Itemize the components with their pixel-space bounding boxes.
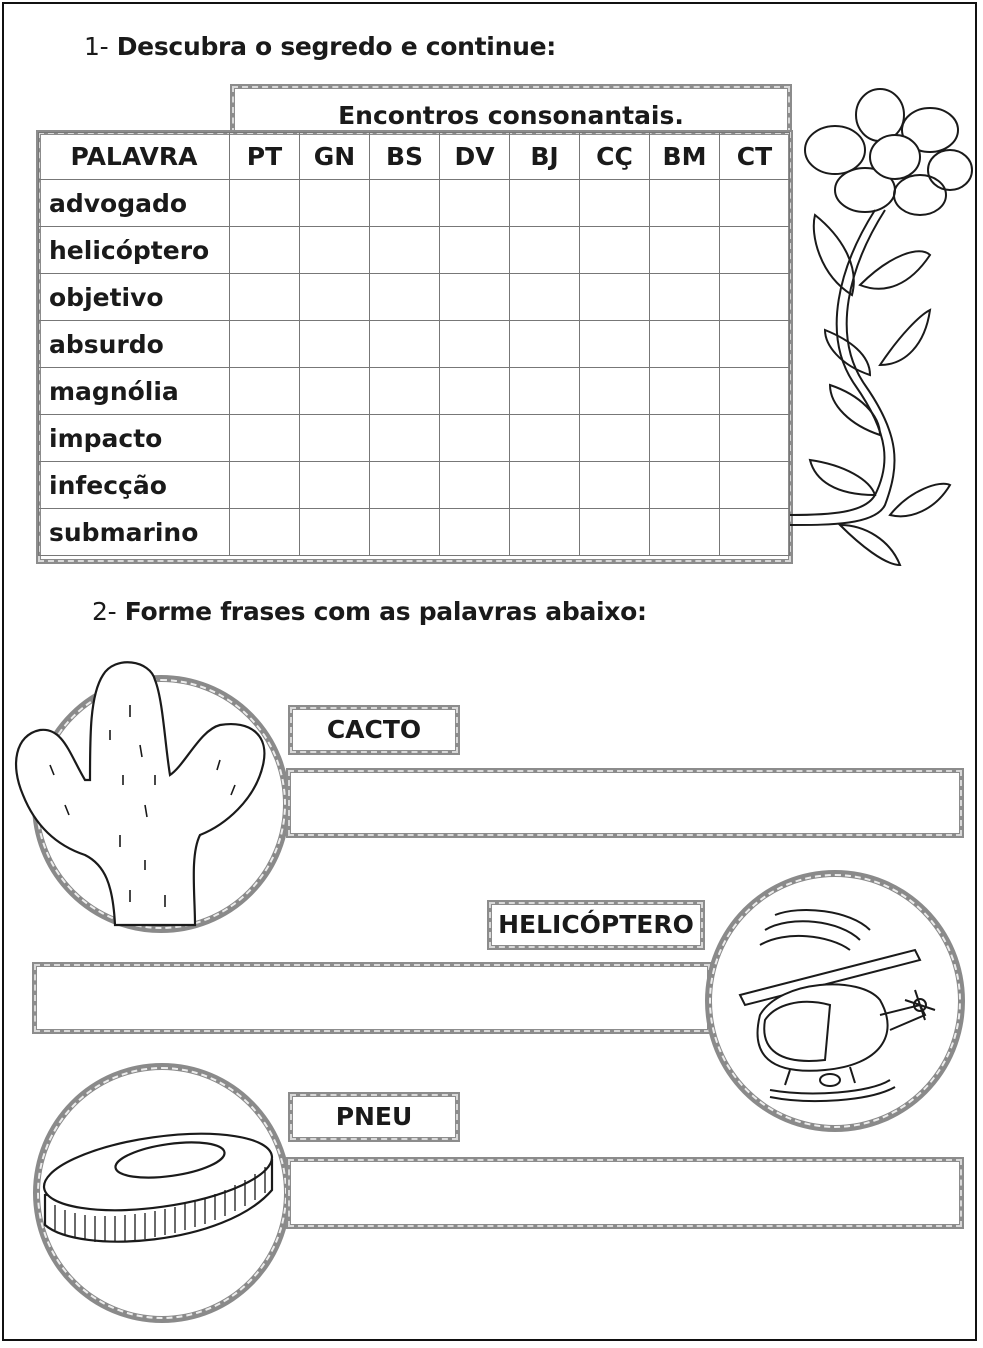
column-header: BJ <box>510 133 580 180</box>
answer-cell[interactable] <box>370 321 440 368</box>
answer-cell[interactable] <box>650 321 720 368</box>
answer-cell[interactable] <box>440 462 510 509</box>
answer-cell[interactable] <box>300 321 370 368</box>
answer-cell[interactable] <box>580 321 650 368</box>
consonant-table <box>38 132 790 556</box>
answer-cell[interactable] <box>370 462 440 509</box>
word-label: HELICÓPTERO <box>498 910 694 939</box>
word-cell: impacto <box>39 415 230 462</box>
word-box-pneu <box>288 1092 460 1142</box>
word-label: PNEU <box>335 1102 413 1131</box>
table-row <box>39 415 790 462</box>
flower-icon <box>790 85 970 575</box>
section2-number: 2- <box>92 597 117 626</box>
answer-cell[interactable] <box>580 368 650 415</box>
answer-cell[interactable] <box>370 415 440 462</box>
answer-cell[interactable] <box>580 415 650 462</box>
sentence-input-pneu[interactable] <box>286 1157 964 1229</box>
answer-cell[interactable] <box>300 180 370 227</box>
answer-cell[interactable] <box>230 368 300 415</box>
table-row <box>39 274 790 321</box>
table-title-box <box>230 84 792 136</box>
column-header: PT <box>230 133 300 180</box>
section1-heading-text: Descubra o segredo e continue: <box>116 32 556 61</box>
column-header: GN <box>300 133 370 180</box>
answer-cell[interactable] <box>720 462 790 509</box>
table-row <box>39 368 790 415</box>
answer-cell[interactable] <box>720 227 790 274</box>
header-palavra: PALAVRA <box>39 133 230 180</box>
column-header: CÇ <box>580 133 650 180</box>
sentence-input-cacto[interactable] <box>286 768 964 838</box>
answer-cell[interactable] <box>300 368 370 415</box>
word-cell: infecção <box>39 462 230 509</box>
answer-cell[interactable] <box>720 321 790 368</box>
answer-cell[interactable] <box>370 274 440 321</box>
section2-heading-text: Forme frases com as palavras abaixo: <box>124 597 647 626</box>
answer-cell[interactable] <box>440 321 510 368</box>
answer-cell[interactable] <box>370 227 440 274</box>
column-header: CT <box>720 133 790 180</box>
answer-cell[interactable] <box>300 415 370 462</box>
answer-cell[interactable] <box>510 321 580 368</box>
answer-cell[interactable] <box>720 274 790 321</box>
word-box-helicoptero <box>487 900 705 950</box>
answer-cell[interactable] <box>580 274 650 321</box>
answer-cell[interactable] <box>510 462 580 509</box>
word-box-cacto <box>288 705 460 755</box>
table-row <box>39 227 790 274</box>
answer-cell[interactable] <box>650 462 720 509</box>
word-cell: submarino <box>39 509 230 556</box>
word-cell: objetivo <box>39 274 230 321</box>
answer-cell[interactable] <box>230 509 300 556</box>
answer-cell[interactable] <box>230 227 300 274</box>
answer-cell[interactable] <box>230 321 300 368</box>
table-title: Encontros consonantais. <box>338 101 684 130</box>
answer-cell[interactable] <box>510 227 580 274</box>
answer-cell[interactable] <box>580 227 650 274</box>
table-row <box>39 180 790 227</box>
helicopter-icon <box>730 905 945 1115</box>
section1-number: 1- <box>84 32 109 61</box>
answer-cell[interactable] <box>370 180 440 227</box>
answer-cell[interactable] <box>580 509 650 556</box>
answer-cell[interactable] <box>440 227 510 274</box>
word-cell: helicóptero <box>39 227 230 274</box>
tire-icon <box>40 1130 280 1260</box>
word-cell: advogado <box>39 180 230 227</box>
column-header: DV <box>440 133 510 180</box>
answer-cell[interactable] <box>230 274 300 321</box>
answer-cell[interactable] <box>650 274 720 321</box>
table-row <box>39 462 790 509</box>
answer-cell[interactable] <box>650 180 720 227</box>
answer-cell[interactable] <box>510 180 580 227</box>
column-header: BS <box>370 133 440 180</box>
answer-cell[interactable] <box>510 509 580 556</box>
answer-cell[interactable] <box>440 415 510 462</box>
answer-cell[interactable] <box>300 462 370 509</box>
column-header: BM <box>650 133 720 180</box>
answer-cell[interactable] <box>720 368 790 415</box>
word-label: CACTO <box>326 715 422 744</box>
answer-cell[interactable] <box>510 415 580 462</box>
answer-cell[interactable] <box>230 462 300 509</box>
answer-cell[interactable] <box>580 462 650 509</box>
cactus-icon <box>5 655 285 930</box>
answer-cell[interactable] <box>230 415 300 462</box>
answer-cell[interactable] <box>650 415 720 462</box>
section1-heading <box>84 32 556 61</box>
answer-cell[interactable] <box>650 227 720 274</box>
answer-cell[interactable] <box>370 509 440 556</box>
answer-cell[interactable] <box>650 509 720 556</box>
answer-cell[interactable] <box>440 180 510 227</box>
answer-cell[interactable] <box>300 509 370 556</box>
answer-cell[interactable] <box>720 415 790 462</box>
answer-cell[interactable] <box>720 180 790 227</box>
answer-cell[interactable] <box>650 368 720 415</box>
answer-cell[interactable] <box>440 274 510 321</box>
answer-cell[interactable] <box>300 274 370 321</box>
table-header-row <box>39 133 790 180</box>
answer-cell[interactable] <box>370 368 440 415</box>
answer-cell[interactable] <box>300 227 370 274</box>
word-cell: absurdo <box>39 321 230 368</box>
word-cell: magnólia <box>39 368 230 415</box>
answer-cell[interactable] <box>440 509 510 556</box>
section2-heading <box>92 597 647 626</box>
answer-cell[interactable] <box>720 509 790 556</box>
table-row <box>39 321 790 368</box>
answer-cell[interactable] <box>510 274 580 321</box>
answer-cell[interactable] <box>440 368 510 415</box>
answer-cell[interactable] <box>580 180 650 227</box>
table-row <box>39 509 790 556</box>
answer-cell[interactable] <box>510 368 580 415</box>
sentence-input-helicoptero[interactable] <box>32 962 712 1034</box>
answer-cell[interactable] <box>230 180 300 227</box>
